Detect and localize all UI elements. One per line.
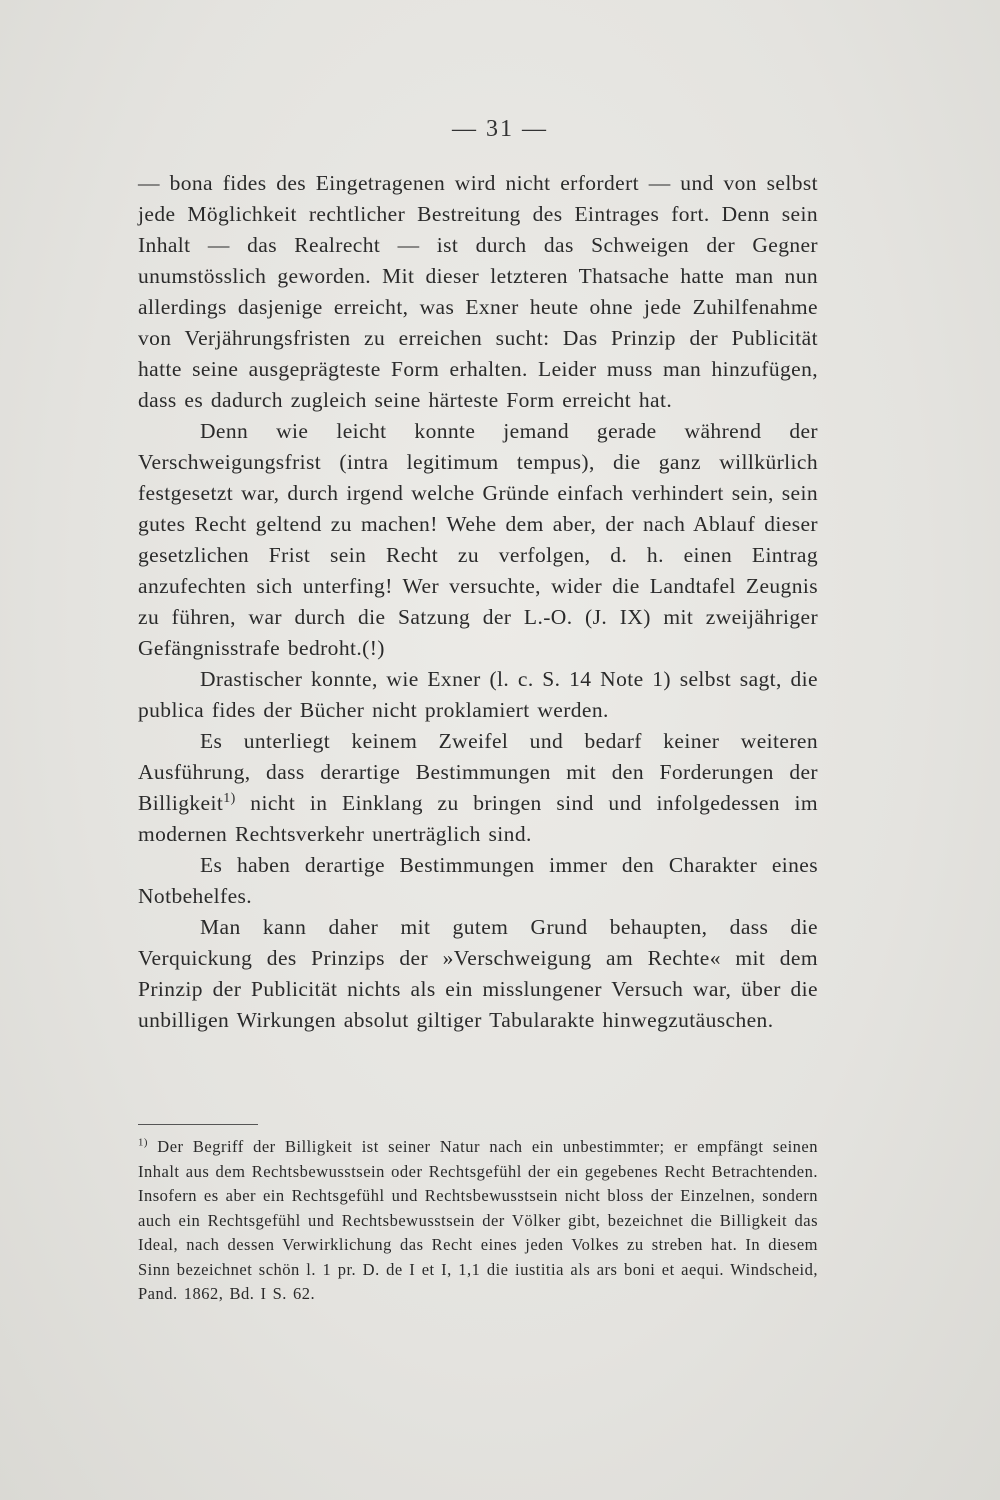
footnote-divider: [138, 1124, 258, 1125]
paragraph-1: — bona fides des Eingetragenen wird nicht erfordert — und von selbst jede Möglichkeit rechtlicher Bestreitung des Eintrages fort. Denn sein Inhalt — das Realrecht — ist durch das Schweigen der Gegner unumstösslich geworden. Mit dieser letzteren Thatsache hatte man nun allerdings dasjenige erreicht, was Exner heute ohne jede Zuhilfenahme von Verjährungsfristen zu erreichen sucht: Das Prinzip der Publicität hatte seine ausgeprägteste Form erhalten. Leider muss man hinzufügen, dass es dadurch zugleich seine härteste Form erreicht hat.: [138, 171, 818, 412]
paragraph-4-text-a: Es unterliegt keinem Zweifel und bedarf keiner weiteren Ausführung, dass derartige Bestimmungen mit den Forderungen der Billigkeit: [138, 729, 818, 815]
page-number: — 31 —: [452, 116, 548, 142]
paragraph-4: [138, 726, 818, 850]
footnote-reference: 1): [223, 790, 236, 806]
paragraph-6: Man kann daher mit gutem Grund behaupten, dass die Verquickung des Prinzips der »Verschweigung am Rechte« mit dem Prinzip der Publicität nichts als ein misslungener Versuch war, über die unbilligen Wirkungen absolut giltiger Tabularakte hinwegzutäuschen.: [138, 915, 818, 1032]
footnote-body: Der Begriff der Billigkeit ist seiner Natur nach ein unbestimmter; er empfängt seinen Inhalt aus dem Rechtsbewusstsein oder Rechtsgefühl der ein gegebenes Recht Betrachtenden. Insofern es aber ein Rechtsgefühl und Rechtsbewusstsein nicht bloss der Einzelnen, sondern auch ein Rechtsgefühl und Rechtsbewusstsein der Völker gibt, bezeichnet die Billigkeit das Ideal, nach dessen Verwirklichung das Recht eines jeden Volkes zu streben hat. In diesem Sinn bezeichnet schön l. 1 pr. D. de I et I, 1,1 die iustitia als ars boni et aequi. Windscheid, Pand. 1862, Bd. I S. 62.: [138, 1137, 818, 1303]
footnote-text: [138, 1135, 818, 1307]
footnote: [138, 1135, 818, 1307]
body-text: [138, 168, 818, 1036]
paragraph-2: Denn wie leicht konnte jemand gerade während der Verschweigungsfrist (intra legitimum tempus), die ganz willkürlich festgesetzt war, durch irgend welche Gründe einfach verhindert sein, sein gutes Recht geltend zu machen! Wehe dem aber, der nach Ablauf dieser gesetzlichen Frist sein Recht zu verfolgen, d. h. einen Eintrag anzufechten sich unterfing! Wer versuchte, wider die Landtafel Zeugnis zu führen, war durch die Satzung der L.-O. (J. IX) mit zweijähriger Gefängnisstrafe bedroht.(!): [138, 419, 818, 660]
paragraph-4-text-b: nicht in Einklang zu bringen sind und infolgedessen im modernen Rechtsverkehr unerträglich sind.: [138, 791, 818, 846]
paragraph-3: Drastischer konnte, wie Exner (l. c. S. 14 Note 1) selbst sagt, die publica fides der Bücher nicht proklamiert werden.: [138, 667, 818, 722]
paragraph-5: Es haben derartige Bestimmungen immer den Charakter eines Notbehelfes.: [138, 853, 818, 908]
footnote-marker: 1): [138, 1136, 148, 1149]
